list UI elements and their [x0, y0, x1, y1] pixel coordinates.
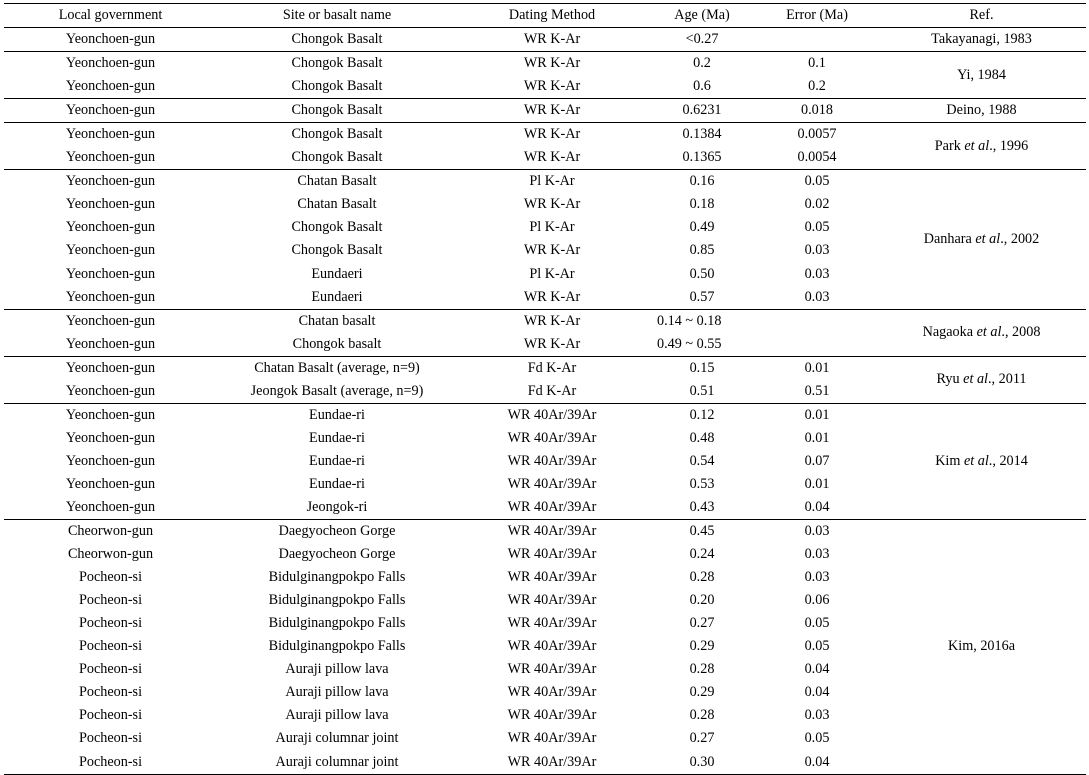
age-cell: 0.12: [689, 406, 715, 423]
site-name-cell: Eundae-ri: [309, 406, 365, 423]
dating-method-cell: WR 40Ar/39Ar: [507, 569, 597, 586]
table-row: [4, 356, 1086, 380]
site-name-cell: Auraji columnar joint: [275, 753, 399, 770]
reference-cell: [877, 99, 1086, 123]
reference-et-al: et al: [976, 324, 1002, 341]
local-government-cell: Pocheon-si: [78, 707, 143, 724]
error-cell: 0.1: [808, 55, 826, 72]
age-cell: 0.51: [689, 382, 715, 399]
reference-text: Kim: [935, 452, 964, 469]
age-cell: 0.6: [693, 78, 711, 95]
local-government-cell: Pocheon-si: [78, 569, 143, 586]
local-government-cell: Yeonchoen-gun: [65, 499, 156, 515]
local-government-cell: Yeonchoen-gun: [65, 429, 156, 446]
dating-method-cell: WR 40Ar/39Ar: [507, 475, 597, 492]
dating-method-cell: WR K-Ar: [523, 335, 581, 352]
site-name-cell: Bidulginangpokpo Falls: [268, 615, 406, 632]
reference-group: [4, 309, 1086, 356]
dating-method-cell: WR K-Ar: [523, 55, 581, 72]
site-name-cell: Chatan basalt: [298, 312, 376, 329]
age-cell: 0.53: [689, 475, 715, 492]
dating-method-cell: WR K-Ar: [523, 102, 581, 119]
local-government-cell: Yeonchoen-gun: [65, 242, 156, 259]
local-government-cell: Pocheon-si: [78, 753, 143, 770]
age-cell: 0.48: [689, 429, 715, 446]
site-name-cell: Chongok Basalt: [291, 102, 383, 119]
local-government-cell: Yeonchoen-gun: [65, 219, 156, 236]
dating-method-cell: WR 40Ar/39Ar: [507, 730, 597, 747]
local-government-cell: Cheorwon-gun: [67, 546, 154, 563]
age-cell: 0.2: [693, 55, 711, 72]
local-government-cell: Yeonchoen-gun: [65, 312, 156, 329]
reference-text: Yi, 1984: [957, 66, 1006, 83]
site-name-cell: Chatan Basalt (average, n=9): [254, 359, 420, 376]
dating-method-cell: WR 40Ar/39Ar: [507, 429, 597, 446]
error-cell: 0.04: [804, 499, 830, 515]
reference-text: Nagaoka: [922, 324, 977, 341]
reference-text: Ryu: [936, 371, 964, 388]
site-name-cell: Chongok Basalt: [291, 55, 383, 72]
table-row: [4, 123, 1086, 147]
site-name-cell: Chongok Basalt: [291, 242, 383, 259]
header-local-government: Local government: [58, 7, 163, 24]
table-row: [4, 309, 1086, 333]
dating-method-cell: WR K-Ar: [523, 288, 581, 305]
dating-table: [4, 3, 1086, 775]
reference-cell: [877, 356, 1086, 403]
error-cell: 0.01: [804, 406, 830, 423]
dating-method-cell: WR 40Ar/39Ar: [507, 452, 597, 469]
site-name-cell: Chatan Basalt: [297, 196, 377, 213]
local-government-cell: Yeonchoen-gun: [65, 359, 156, 376]
local-government-cell: Yeonchoen-gun: [65, 78, 156, 95]
table-row: [4, 99, 1086, 123]
reference-et-al: et al: [963, 371, 988, 388]
age-cell: 0.14 ~ 0.18: [657, 312, 722, 329]
dating-method-cell: Fd K-Ar: [527, 359, 577, 376]
site-name-cell: Auraji pillow lava: [285, 661, 389, 678]
reference-group: [4, 356, 1086, 403]
dating-method-cell: WR 40Ar/39Ar: [507, 684, 597, 701]
error-cell: 0.01: [804, 359, 830, 376]
table-row: [4, 52, 1086, 76]
header-row: [4, 4, 1086, 28]
local-government-cell: Pocheon-si: [78, 615, 143, 632]
reference-text: Kim, 2016a: [948, 638, 1015, 655]
reference-cell: [877, 52, 1086, 99]
dating-method-cell: WR 40Ar/39Ar: [507, 546, 597, 563]
table-row: [4, 520, 1086, 544]
local-government-cell: Yeonchoen-gun: [65, 288, 156, 305]
error-cell: 0.03: [804, 569, 830, 586]
age-cell: 0.28: [689, 661, 715, 678]
site-name-cell: Auraji pillow lava: [285, 707, 389, 724]
age-cell: 0.30: [689, 753, 715, 770]
error-cell: 0.018: [801, 102, 833, 119]
reference-text: ., 1996: [989, 137, 1029, 154]
age-cell: 0.57: [689, 288, 715, 305]
error-cell: 0.04: [804, 684, 830, 701]
age-cell: 0.29: [689, 638, 715, 655]
dating-method-cell: WR 40Ar/39Ar: [507, 406, 597, 423]
age-cell: 0.24: [689, 546, 715, 563]
age-cell: 0.50: [689, 265, 715, 282]
age-cell: 0.1365: [682, 149, 722, 166]
dating-method-cell: WR 40Ar/39Ar: [507, 615, 597, 632]
dating-method-cell: WR 40Ar/39Ar: [507, 661, 597, 678]
local-government-cell: Yeonchoen-gun: [65, 196, 156, 213]
age-cell: 0.43: [689, 499, 715, 515]
error-cell: 0.03: [804, 265, 830, 282]
local-government-cell: Yeonchoen-gun: [65, 382, 156, 399]
dating-method-cell: WR K-Ar: [523, 312, 581, 329]
age-cell: 0.1384: [682, 126, 722, 143]
error-cell: 0.03: [804, 546, 830, 563]
error-cell: 0.0057: [797, 126, 837, 143]
error-cell: 0.05: [804, 638, 830, 655]
reference-et-al: et al: [964, 137, 990, 154]
reference-text: Park: [934, 137, 965, 154]
age-cell: 0.6231: [682, 102, 722, 119]
header-dating-method: Dating Method: [508, 7, 596, 24]
reference-et-al: et al: [975, 230, 1001, 247]
reference-text: Deino, 1988: [946, 102, 1017, 119]
reference-cell: [877, 28, 1086, 52]
error-cell: 0.01: [804, 475, 830, 492]
error-cell: 0.03: [804, 523, 830, 540]
reference-group: [4, 520, 1086, 775]
table-row: [4, 28, 1086, 52]
reference-text: ., 2008: [1001, 324, 1041, 341]
reference-group: [4, 403, 1086, 519]
age-cell: 0.27: [689, 615, 715, 632]
site-name-cell: Bidulginangpokpo Falls: [268, 592, 406, 609]
error-cell: 0.03: [804, 707, 830, 724]
site-name-cell: Eundaeri: [311, 265, 363, 282]
dating-method-cell: Pl K-Ar: [529, 173, 575, 190]
age-cell: 0.18: [689, 196, 715, 213]
local-government-cell: Cheorwon-gun: [67, 523, 154, 540]
error-cell: 0.03: [804, 242, 830, 259]
site-name-cell: Bidulginangpokpo Falls: [268, 638, 406, 655]
reference-text: ., 2014: [988, 452, 1028, 469]
site-name-cell: Eundae-ri: [309, 452, 365, 469]
dating-method-cell: WR K-Ar: [523, 126, 581, 143]
error-cell: 0.07: [804, 452, 830, 469]
reference-group: [4, 99, 1086, 123]
site-name-cell: Daegyocheon Gorge: [278, 546, 396, 563]
table-container: [4, 3, 1086, 775]
age-cell: 0.15: [689, 359, 715, 376]
site-name-cell: Jeongok-ri: [306, 499, 368, 515]
local-government-cell: Pocheon-si: [78, 730, 143, 747]
error-cell: 0.02: [804, 196, 830, 213]
site-name-cell: Chongok Basalt: [291, 126, 383, 143]
error-cell: [757, 333, 877, 357]
local-government-cell: Yeonchoen-gun: [65, 126, 156, 143]
site-name-cell: Bidulginangpokpo Falls: [268, 569, 406, 586]
age-cell: 0.54: [689, 452, 715, 469]
table-header: [4, 4, 1086, 28]
age-cell: 0.27: [689, 730, 715, 747]
error-cell: 0.05: [804, 173, 830, 190]
age-cell: 0.28: [689, 707, 715, 724]
reference-cell: [877, 123, 1086, 170]
header-age: Age (Ma): [674, 7, 730, 24]
dating-method-cell: WR K-Ar: [523, 31, 581, 48]
dating-method-cell: WR 40Ar/39Ar: [507, 638, 597, 655]
local-government-cell: Yeonchoen-gun: [65, 406, 156, 423]
local-government-cell: Yeonchoen-gun: [65, 31, 156, 48]
reference-group: [4, 170, 1086, 309]
reference-group: [4, 28, 1086, 52]
site-name-cell: Chongok Basalt: [291, 31, 383, 48]
error-cell: [757, 28, 877, 52]
site-name-cell: Eundae-ri: [309, 475, 365, 492]
error-cell: 0.51: [804, 382, 830, 399]
dating-method-cell: WR K-Ar: [523, 196, 581, 213]
age-cell: 0.49: [689, 219, 715, 236]
local-government-cell: Pocheon-si: [78, 661, 143, 678]
local-government-cell: Yeonchoen-gun: [65, 55, 156, 72]
dating-method-cell: WR K-Ar: [523, 149, 581, 166]
site-name-cell: Chongok basalt: [292, 335, 382, 352]
age-cell: 0.16: [689, 173, 715, 190]
reference-group: [4, 123, 1086, 170]
error-cell: 0.0054: [797, 149, 837, 166]
header-ref: Ref.: [969, 7, 994, 24]
site-name-cell: Eundae-ri: [309, 429, 365, 446]
reference-text: Danhara: [923, 230, 976, 247]
error-cell: 0.04: [804, 661, 830, 678]
error-cell: 0.2: [808, 78, 826, 95]
dating-method-cell: WR 40Ar/39Ar: [507, 707, 597, 724]
local-government-cell: Yeonchoen-gun: [65, 265, 156, 282]
reference-cell: [877, 403, 1086, 519]
error-cell: 0.06: [804, 592, 830, 609]
reference-text: ., 2011: [987, 371, 1027, 388]
reference-text: Takayanagi, 1983: [931, 31, 1032, 48]
error-cell: 0.05: [804, 615, 830, 632]
dating-method-cell: Pl K-Ar: [529, 265, 575, 282]
error-cell: [757, 309, 877, 333]
site-name-cell: Auraji columnar joint: [275, 730, 399, 747]
age-cell: <0.27: [685, 31, 719, 48]
reference-cell: [877, 520, 1086, 775]
local-government-cell: Pocheon-si: [78, 638, 143, 655]
reference-group: [4, 52, 1086, 99]
dating-method-cell: WR 40Ar/39Ar: [507, 499, 597, 515]
site-name-cell: Eundaeri: [311, 288, 363, 305]
site-name-cell: Chongok Basalt: [291, 219, 383, 236]
table-row: [4, 403, 1086, 427]
local-government-cell: Yeonchoen-gun: [65, 102, 156, 119]
dating-method-cell: Fd K-Ar: [527, 382, 577, 399]
site-name-cell: Daegyocheon Gorge: [278, 523, 396, 540]
reference-text: ., 2002: [1000, 230, 1040, 247]
site-name-cell: Chongok Basalt: [291, 78, 383, 95]
error-cell: 0.01: [804, 429, 830, 446]
local-government-cell: Pocheon-si: [78, 684, 143, 701]
site-name-cell: Chatan Basalt: [297, 173, 377, 190]
error-cell: 0.05: [804, 219, 830, 236]
local-government-cell: Yeonchoen-gun: [65, 149, 156, 166]
dating-method-cell: WR 40Ar/39Ar: [507, 523, 597, 540]
table-row: [4, 170, 1086, 194]
dating-method-cell: Pl K-Ar: [529, 219, 575, 236]
local-government-cell: Yeonchoen-gun: [65, 335, 156, 352]
local-government-cell: Pocheon-si: [78, 592, 143, 609]
dating-method-cell: WR K-Ar: [523, 242, 581, 259]
site-name-cell: Jeongok Basalt (average, n=9): [250, 382, 424, 399]
reference-cell: [877, 309, 1086, 356]
error-cell: 0.05: [804, 730, 830, 747]
header-site-name: Site or basalt name: [282, 7, 392, 24]
local-government-cell: Yeonchoen-gun: [65, 452, 156, 469]
age-cell: 0.28: [689, 569, 715, 586]
reference-et-al: et al: [963, 452, 989, 469]
age-cell: 0.20: [689, 592, 715, 609]
error-cell: 0.04: [804, 753, 830, 770]
reference-cell: [877, 170, 1086, 309]
age-cell: 0.45: [689, 523, 715, 540]
dating-method-cell: WR K-Ar: [523, 78, 581, 95]
site-name-cell: Auraji pillow lava: [285, 684, 389, 701]
age-cell: 0.85: [689, 242, 715, 259]
dating-method-cell: WR 40Ar/39Ar: [507, 753, 597, 770]
header-error: Error (Ma): [786, 7, 848, 24]
local-government-cell: Yeonchoen-gun: [65, 475, 156, 492]
age-cell: 0.29: [689, 684, 715, 701]
site-name-cell: Chongok Basalt: [291, 149, 383, 166]
local-government-cell: Yeonchoen-gun: [65, 173, 156, 190]
error-cell: 0.03: [804, 288, 830, 305]
age-cell: 0.49 ~ 0.55: [657, 335, 722, 352]
dating-method-cell: WR 40Ar/39Ar: [507, 592, 597, 609]
